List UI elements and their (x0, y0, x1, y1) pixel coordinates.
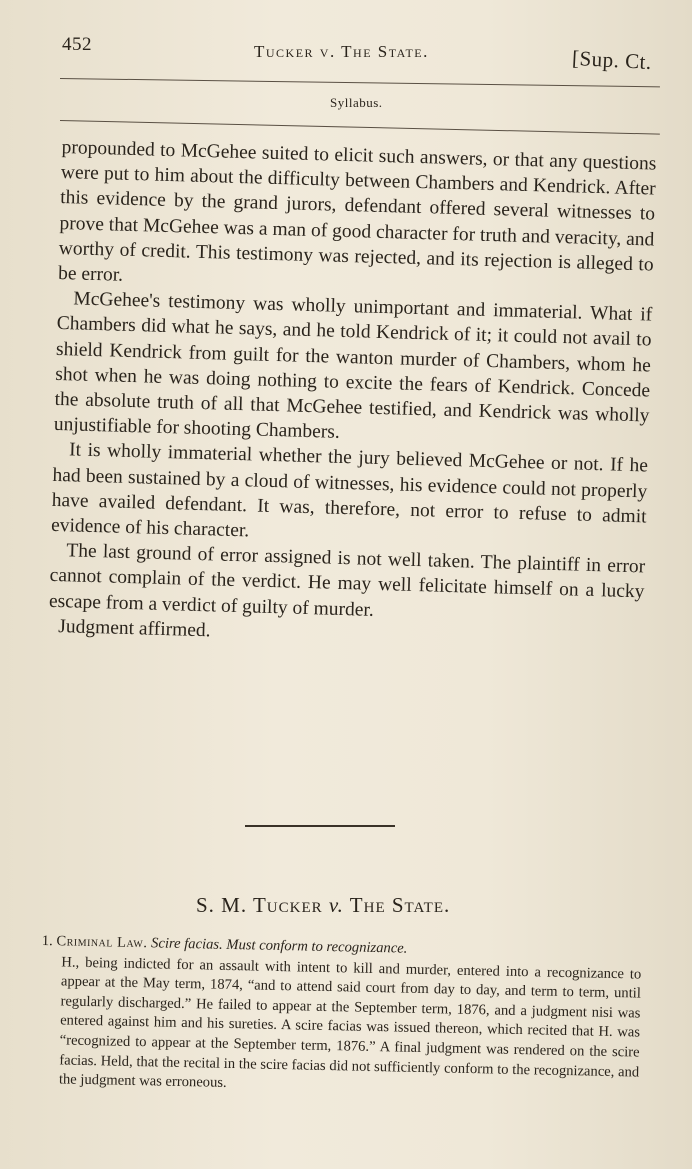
page-number: 452 (62, 34, 92, 55)
headnote-subject: Scire facias. (150, 935, 223, 953)
page-header (62, 30, 662, 80)
case-title-party-right: The State. (349, 893, 451, 917)
headnote-rule: Must conform to recognizance. (226, 936, 408, 957)
court-reference: [Sup. Ct. (571, 45, 653, 75)
opinion-paragraph: The last ground of error assigned is not well taken. The plaintiff in error cannot complain of the verdict. He may well felicitate himself on a lucky escape from a verdict of guilty of murder. (48, 540, 646, 621)
judgment-line: Judgment affirmed. (57, 615, 211, 642)
case-title-versus: v. (328, 893, 344, 917)
opinion-paragraph: propounded to McGehee suited to elicit such answers, or that any questions were put to him about the difficulty between Chambers and Kendrick. After this evidence by the grand jurors, defendant offered several witnesses to prove that McGehee was a man of good character for truth and veracity, and worthy of credit. This testimony was rejected, and its rejection is alleged to be error. (57, 136, 657, 286)
opinion-text (48, 135, 657, 655)
headnote-topic: Criminal Law. (56, 933, 148, 952)
case-title (196, 893, 450, 918)
opinion-paragraph: McGehee's testimony was wholly unimportant and immaterial. What if Chambers did what he says, and he told Kendrick of it; it could not avail to shield Kendrick from guilt for the wanton murder of Chambers, whom he shot when he was doing nothing to excite the fears of Kendrick. Concede the absolute truth of all that McGehee testified, and Kendrick was wholly unjustifiable for shooting Chambers. (53, 288, 653, 444)
running-title: Tucker v. The State. (254, 42, 429, 61)
section-divider (245, 825, 395, 827)
syllabus-rule (60, 120, 660, 135)
case-title-party-left: S. M. Tucker (196, 893, 323, 917)
syllabus-label: Syllabus. (330, 95, 383, 110)
opinion-paragraph: It is wholly immaterial whether the jury believed McGehee or not. If he had been sustained by a cloud of witnesses, his evidence could not properly have availed defendant. It was, therefore, not error to refuse to admit evidence of his character. (50, 439, 649, 542)
headnote-body: H., being indicted for an assault with intent to kill and murder, entered into a recognizance to appear at the May term, 1874, “and to attend said court from day to day, and term to term, until regularly discharged.” He failed to appear at the September term, 1876, and a judgment nisi was entered against him and his sureties. A scire facias was issued thereon, which recited that H. was “recognized to appear at the September term, 1876.” A final judgment was rendered on the scire facias. Held, that the recital in the scire facias did not sufficiently conform to the recognizance, and the judgment was erroneous. (58, 954, 642, 1092)
headnote-block (39, 932, 642, 1102)
headnote-number: 1. (41, 932, 53, 950)
